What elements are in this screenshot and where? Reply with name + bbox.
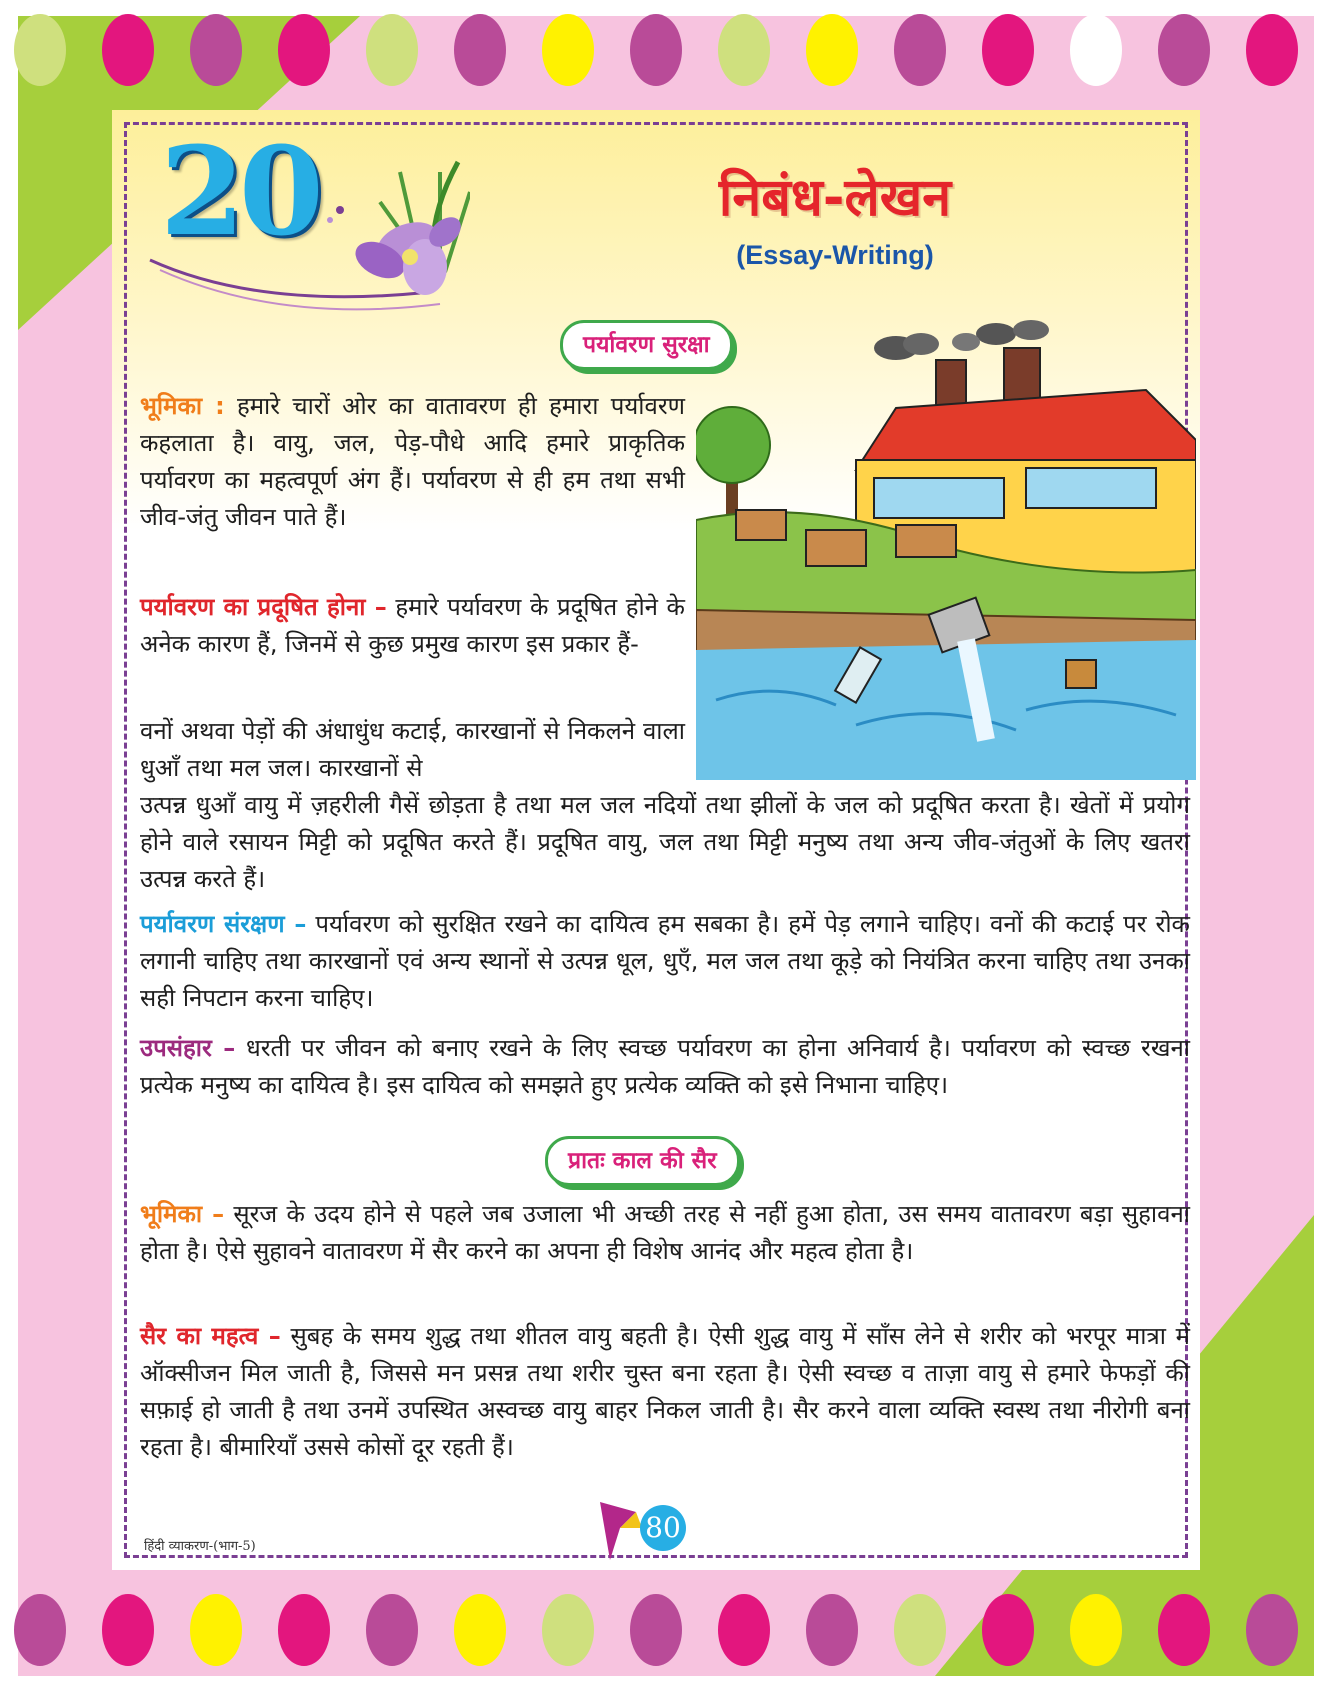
page-number: 80 — [640, 1505, 686, 1551]
paragraph-introduction-2 — [140, 1196, 1190, 1270]
polka-dot — [366, 14, 418, 86]
book-title-footer: हिंदी व्याकरण-(भाग-5) — [144, 1539, 256, 1554]
heading-conclusion: उपसंहार – — [140, 1034, 236, 1062]
polka-dot — [454, 1594, 506, 1666]
text-introduction-1: हमारे चारों ओर का वातावरण ही हमारा पर्यावरण कहलाता है। वायु, जल, पेड़-पौधे आदि हमारे प्राकृतिक पर्यावरण का महत्वपूर्ण अंग हैं। पर्यावरण से ही हम तथा सभी जीव-जंतु जीवन पाते हैं। — [140, 392, 685, 531]
paragraph-causes-a — [140, 713, 685, 787]
polka-dot — [1158, 1594, 1210, 1666]
polluting-factory-illustration — [696, 320, 1196, 780]
paragraph-pollution — [140, 589, 685, 663]
polka-dot — [1158, 14, 1210, 86]
polka-dot — [982, 14, 1034, 86]
polka-dot — [806, 1594, 858, 1666]
polka-dot — [190, 1594, 242, 1666]
polka-dot — [718, 14, 770, 86]
polka-dot — [1070, 1594, 1122, 1666]
polka-dot — [454, 14, 506, 86]
text-introduction-2: सूरज के उदय होने से पहले जब उजाला भी अच्छी तरह से नहीं हुआ होता, उस समय वातावरण बड़ा सुहावना होता है। ऐसे सुहावने वातावरण में सैर करने का अपना ही विशेष आनंद और महत्व होता है। — [140, 1200, 1190, 1265]
text-walk-importance: सुबह के समय शुद्ध तथा शीतल वायु बहती है। ऐसी शुद्ध वायु में साँस लेने से शरीर को भरपूर मात्रा में ऑक्सीजन मिल जाती है, जिससे मन प्रसन्न तथा शरीर चुस्त बना रहता है। ऐसी स्वच्छ व ताज़ा वायु से हमारे फेफड़ों की सफ़ाई हो जाती है तथा उनमें उपस्थित अस्वच्छ वायु बाहर निकल जाती है। सैर करने वाला व्यक्ति स्वस्थ तथा नीरोगी बना रहता है। बीमारियाँ उससे कोसों दूर रहती हैं। — [140, 1322, 1190, 1461]
polka-dot — [190, 14, 242, 86]
page-title: निबंध-लेखन — [718, 168, 952, 228]
polka-dot — [14, 1594, 66, 1666]
polka-dot — [366, 1594, 418, 1666]
polka-dot — [894, 1594, 946, 1666]
heading-walk-importance: सैर का महत्व – — [140, 1322, 281, 1350]
polka-dot — [630, 14, 682, 86]
paragraph-introduction-1 — [140, 388, 685, 536]
polka-dot — [278, 1594, 330, 1666]
paragraph-conclusion — [140, 1030, 1190, 1104]
text-causes-b: उत्पन्न धुआँ वायु में ज़हरीली गैसें छोड़ता है तथा मल जल नदियों तथा झीलों के जल को प्रदूषित करता है। खेतों में प्रयोग होने वाले रसायन मिट्टी को प्रदूषित करते हैं। प्रदूषित वायु, जल तथा मिट्टी मनुष्य तथा अन्य जीव-जंतुओं के लिए खतरा उत्पन्न करते हैं। — [140, 791, 1190, 893]
polka-dot — [1246, 1594, 1298, 1666]
paragraph-protection — [140, 906, 1190, 1017]
polka-dot — [982, 1594, 1034, 1666]
polka-dot — [14, 14, 66, 86]
polka-dot — [806, 14, 858, 86]
text-causes-a: वनों अथवा पेड़ों की अंधाधुंध कटाई, कारखानों से निकलने वाला धुआँ तथा मल जल। कारखानों से — [140, 717, 685, 782]
heading-protection: पर्यावरण संरक्षण – — [140, 910, 307, 938]
polka-dot — [1246, 14, 1298, 86]
text-conclusion: धरती पर जीवन को बनाए रखने के लिए स्वच्छ पर्यावरण का होना अनिवार्य है। पर्यावरण को स्वच्छ रखना प्रत्येक मनुष्य का दायित्व है। इस दायित्व को समझते हुए प्रत्येक व्यक्ति को इसे निभाना चाहिए। — [140, 1034, 1190, 1099]
text-protection: पर्यावरण को सुरक्षित रखने का दायित्व हम सबका है। हमें पेड़ लगाने चाहिए। वनों की कटाई पर रोक लगानी चाहिए तथा कारखानों एवं अन्य स्थानों से उत्पन्न धूल, धुएँ, मल जल तथा कूड़े को नियंत्रित करना चाहिए तथा उनका सही निपटान करना चाहिए। — [140, 910, 1190, 1012]
chapter-number: 20 — [160, 119, 318, 263]
polka-dot — [718, 1594, 770, 1666]
page-subtitle: (Essay-Writing) — [736, 240, 934, 270]
topic-badge-2: प्रातः काल की सैर — [545, 1136, 740, 1186]
polka-dot — [102, 14, 154, 86]
polka-dot — [1070, 14, 1122, 86]
heading-introduction-1: भूमिका : — [140, 392, 225, 420]
heading-introduction-2: भूमिका – — [140, 1200, 225, 1228]
polka-dot — [542, 14, 594, 86]
polka-dot — [102, 1594, 154, 1666]
paragraph-causes-b — [140, 787, 1190, 898]
paragraph-walk-importance — [140, 1318, 1190, 1466]
heading-pollution: पर्यावरण का प्रदूषित होना – — [140, 593, 387, 621]
polka-dot — [894, 14, 946, 86]
polka-dot — [278, 14, 330, 86]
text-pollution: हमारे पर्यावरण के प्रदूषित होने के अनेक कारण हैं, जिनमें से कुछ प्रमुख कारण इस प्रकार हैं- — [140, 593, 685, 658]
polka-dot — [542, 1594, 594, 1666]
topic-badge-1: पर्यावरण सुरक्षा — [560, 320, 733, 370]
polka-dot — [630, 1594, 682, 1666]
